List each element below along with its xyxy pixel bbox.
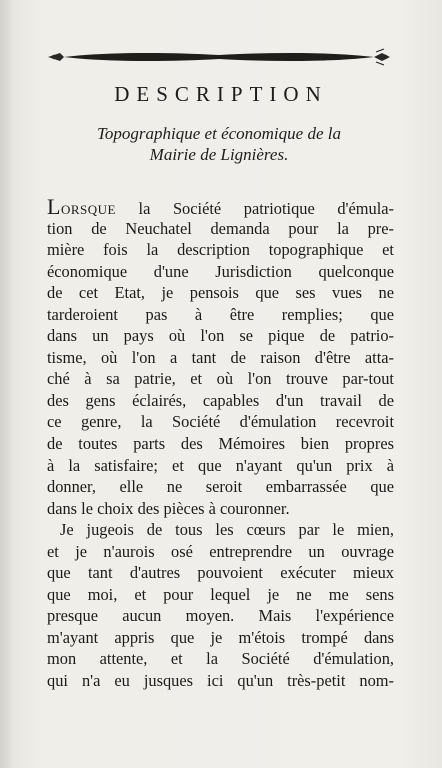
text-line: et je n'aurois osé entreprendre un ouvrage <box>47 541 394 561</box>
text-line: mon attente, et la Société d'émulation, <box>47 649 394 669</box>
page-title: DESCRIPTION <box>114 82 328 106</box>
text-line: que tant d'autres pouvoient exécuter mieux <box>47 563 394 583</box>
text-line: tarderoient pas à être remplies; que <box>47 304 394 324</box>
text-line: qui n'a eu jusques ici qu'un très-petit nom- <box>47 671 394 691</box>
text-line: économique d'une Jurisdiction quelconque <box>47 261 394 281</box>
text-line: à la satisfaire; et que n'ayant qu'un prix à <box>47 455 394 475</box>
text-line <box>47 196 394 218</box>
text-line: m'ayant appris que je m'étois trompé dans <box>47 627 394 647</box>
page-gutter-shadow <box>0 0 14 768</box>
text-line: de toutes parts des Mémoires bien propres <box>47 434 394 454</box>
text-line: dans un pays où l'on se pique de patrio- <box>47 326 394 346</box>
text-line: dans le choix des pièces à couronner. <box>47 498 290 518</box>
text-line-content: la Société patriotique d'émula- <box>138 199 394 218</box>
small-caps-word: ORSQUE <box>60 202 116 217</box>
subtitle-line-2: Mairie de Lignières. <box>149 145 289 164</box>
drop-initial: L <box>47 194 61 219</box>
text-line: mière fois la description topographique et <box>47 240 394 260</box>
text-line: ché à sa patrie, et où l'on trouve par-tout <box>47 369 394 389</box>
text-line: donner, elle ne seroit embarrassée que <box>47 477 394 497</box>
text-line: tion de Neuchatel demanda pour la pre- <box>47 218 394 238</box>
text-line: des gens éclairés, capables d'un travail de <box>47 390 394 410</box>
ornamental-rule <box>46 46 392 68</box>
subtitle-line-1: Topographique et économique de la <box>97 124 341 143</box>
text-line: Je jugeois de tous les cœurs par le mien, <box>60 520 394 540</box>
body-text <box>47 196 394 692</box>
text-line: que moi, et pour lequel je ne me sens <box>47 584 394 604</box>
text-line: de cet Etat, je pensois que ses vues ne <box>47 283 394 303</box>
text-line: tisme, où l'on a tant de raison d'être atta- <box>47 347 394 367</box>
text-line: ce genre, la Société d'émulation recevroit <box>47 412 394 432</box>
text-line: presque aucun moyen. Mais l'expérience <box>47 606 394 626</box>
